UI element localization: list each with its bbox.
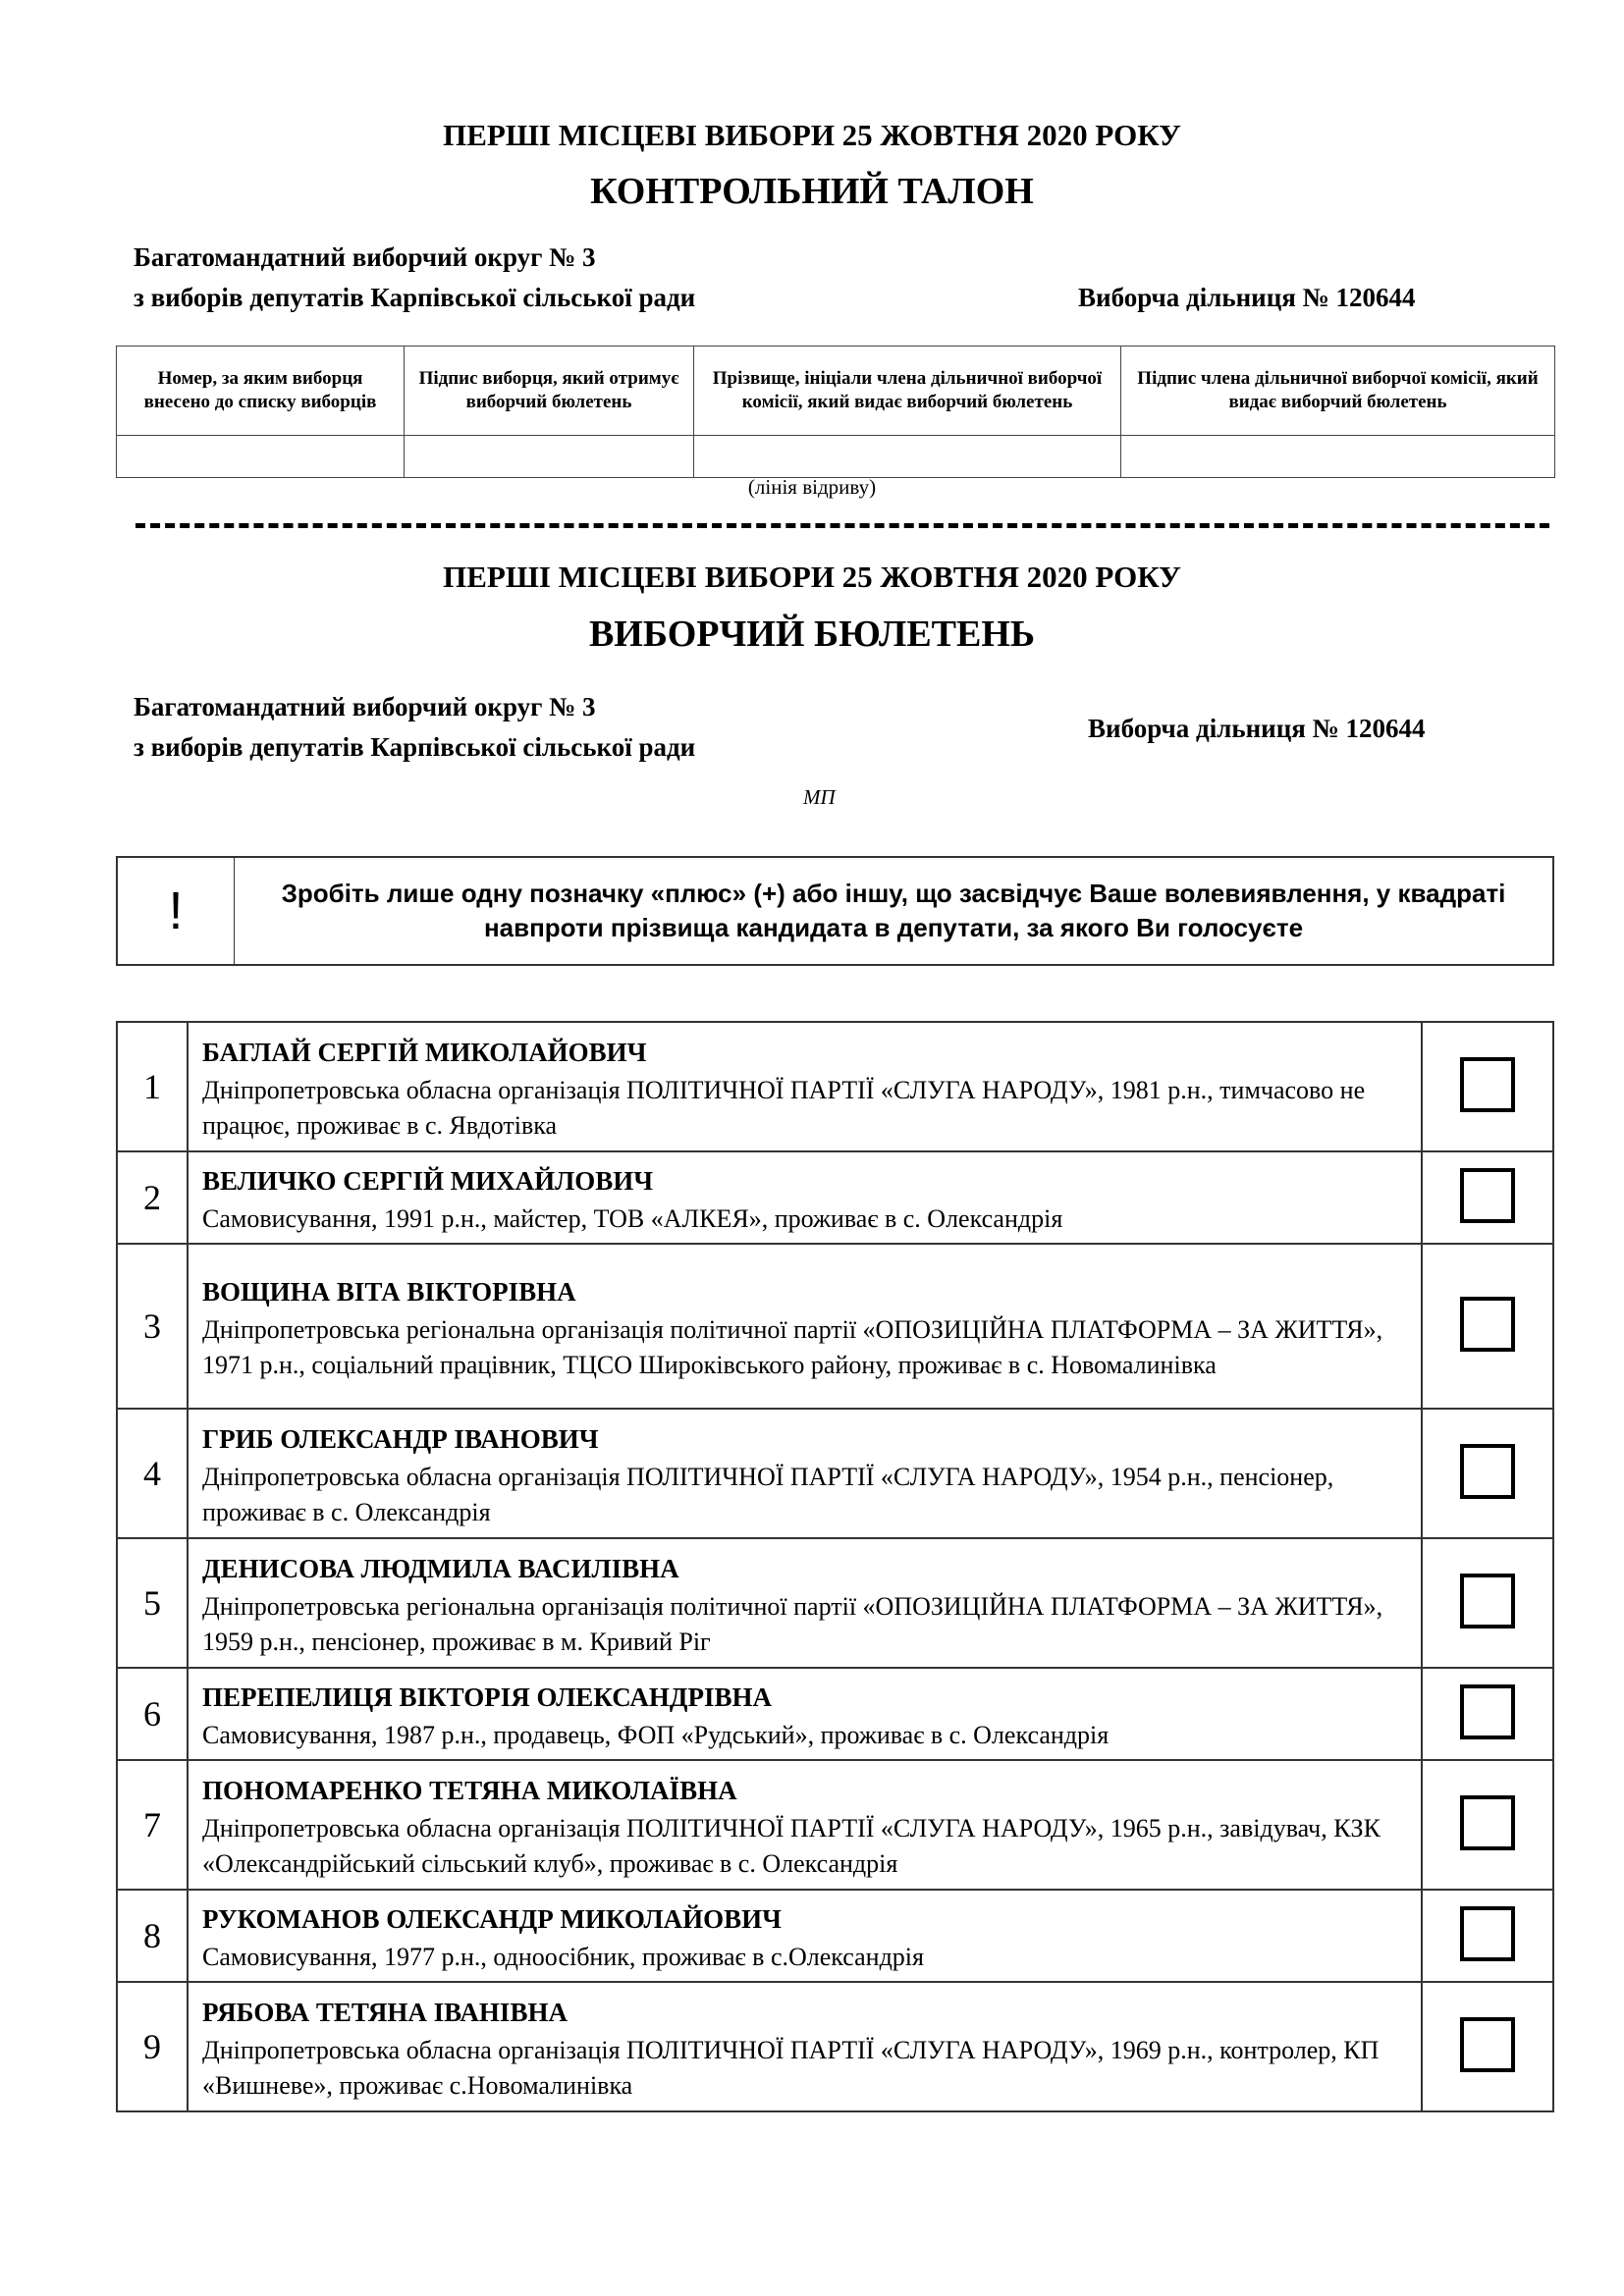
candidate-row (117, 1668, 1553, 1760)
candidate-name: ПОНОМАРЕНКО ТЕТЯНА МИКОЛАЇВНА (202, 1776, 737, 1805)
candidate-number: 1 (117, 1022, 188, 1151)
instruction-box (116, 856, 1554, 966)
candidate-name: РУКОМАНОВ ОЛЕКСАНДР МИКОЛАЙОВИЧ (202, 1904, 782, 1934)
candidate-description: Дніпропетровська обласна організація ПОЛІТИЧНОЇ ПАРТІЇ «СЛУГА НАРОДУ», 1969 р.н., контролер, КП «Вишневе», проживає с.Новомалинівка (202, 2036, 1380, 2100)
candidate-info (188, 1760, 1422, 1890)
exclamation-icon: ! (118, 858, 235, 964)
candidate-vote-cell (1422, 1538, 1553, 1668)
candidate-description: Дніпропетровська обласна організація ПОЛІТИЧНОЇ ПАРТІЇ «СЛУГА НАРОДУ», 1954 р.н., пенсіонер, проживає в с. Олександрія (202, 1463, 1334, 1526)
candidate-description: Самовисування, 1991 р.н., майстер, ТОВ «АЛКЕЯ», проживає в с. Олександрія (202, 1204, 1063, 1233)
candidate-row (117, 1244, 1553, 1409)
stub-header-voter-signature: Підпис виборця, який отримує виборчий бюлетень (405, 347, 694, 436)
candidate-vote-cell (1422, 1982, 1553, 2111)
candidate-vote-cell (1422, 1760, 1553, 1890)
stub-table-header (117, 347, 1555, 436)
vote-checkbox[interactable] (1460, 1684, 1515, 1739)
vote-checkbox[interactable] (1460, 1795, 1515, 1850)
candidate-name: ПЕРЕПЕЛИЦЯ ВІКТОРІЯ ОЛЕКСАНДРІВНА (202, 1682, 772, 1712)
stub-district-line1: Багатомандатний виборчий округ № 3 (134, 242, 596, 272)
vote-checkbox[interactable] (1460, 1444, 1515, 1499)
candidate-info (188, 1890, 1422, 1982)
candidate-row (117, 1409, 1553, 1538)
candidate-number: 9 (117, 1982, 188, 2111)
stub-cell-member-name[interactable] (694, 436, 1121, 478)
instruction-text: Зробіть лише одну позначку «плюс» (+) або іншу, що засвідчує Ваше волевиявлення, у квадраті навпроти прізвища кандидата в депутати, за якого Ви голосуєте (281, 879, 1506, 942)
stub-election-title: ПЕРШІ МІСЦЕВІ ВИБОРИ 25 ЖОВТНЯ 2020 РОКУ (443, 118, 1181, 152)
candidate-number: 8 (117, 1890, 188, 1982)
stub-cell-voter-signature[interactable] (405, 436, 694, 478)
candidate-number: 5 (117, 1538, 188, 1668)
candidates-table (116, 1021, 1554, 2112)
candidate-name: ДЕНИСОВА ЛЮДМИЛА ВАСИЛІВНА (202, 1554, 679, 1583)
candidate-info (188, 1022, 1422, 1151)
candidate-description: Дніпропетровська регіональна організація політичної партії «ОПОЗИЦІЙНА ПЛАТФОРМА – ЗА ЖИТТЯ», 1959 р.н., пенсіонер, проживає в м. Кривий Ріг (202, 1592, 1383, 1656)
vote-checkbox[interactable] (1460, 1297, 1515, 1352)
candidate-row (117, 1151, 1553, 1244)
candidate-description: Самовисування, 1977 р.н., одноосібник, проживає в с.Олександрія (202, 1943, 924, 1971)
candidate-vote-cell (1422, 1151, 1553, 1244)
stub-cell-voter-number[interactable] (117, 436, 405, 478)
vote-checkbox[interactable] (1460, 1906, 1515, 1961)
candidate-vote-cell (1422, 1668, 1553, 1760)
ballot-precinct: Виборча дільниця № 120644 (1088, 714, 1426, 743)
candidate-row (117, 1760, 1553, 1890)
stub-header-member-name: Прізвище, ініціали члена дільничної виборчої комісії, який видає виборчий бюлетень (694, 347, 1121, 436)
ballot-district-line2: з виборів депутатів Карпівської сільської ради (134, 732, 696, 762)
stub-table (116, 346, 1555, 478)
candidate-number: 7 (117, 1760, 188, 1890)
candidate-row (117, 1982, 1553, 2111)
candidate-description: Самовисування, 1987 р.н., продавець, ФОП «Рудський», проживає в с. Олександрія (202, 1721, 1110, 1749)
candidate-vote-cell (1422, 1022, 1553, 1151)
ballot-doc-title: ВИБОРЧИЙ БЮЛЕТЕНЬ (588, 614, 1036, 655)
stub-district-line2: з виборів депутатів Карпівської сільської ради (134, 283, 696, 312)
candidate-number: 2 (117, 1151, 188, 1244)
candidate-name: ГРИБ ОЛЕКСАНДР ІВАНОВИЧ (202, 1424, 599, 1454)
candidate-number: 4 (117, 1409, 188, 1538)
candidate-description: Дніпропетровська обласна організація ПОЛІТИЧНОЇ ПАРТІЇ «СЛУГА НАРОДУ», 1981 р.н., тимчасово не працює, проживає в с. Явдотівка (202, 1076, 1366, 1140)
candidate-info (188, 1668, 1422, 1760)
stub-doc-title: КОНТРОЛЬНИЙ ТАЛОН (590, 171, 1034, 212)
stub-table-row (117, 436, 1555, 478)
candidate-number: 3 (117, 1244, 188, 1409)
candidate-vote-cell (1422, 1244, 1553, 1409)
ballot-district-line1: Багатомандатний виборчий округ № 3 (134, 692, 596, 721)
candidate-row (117, 1022, 1553, 1151)
tear-line-label: (лінія відриву) (747, 475, 877, 499)
candidate-info (188, 1538, 1422, 1668)
candidate-info (188, 1151, 1422, 1244)
candidate-name: БАГЛАЙ СЕРГІЙ МИКОЛАЙОВИЧ (202, 1038, 647, 1067)
vote-checkbox[interactable] (1460, 1168, 1515, 1223)
stub-header-member-signature: Підпис члена дільничної виборчої комісії, який видає виборчий бюлетень (1121, 347, 1555, 436)
candidate-info (188, 1244, 1422, 1409)
ballot-district (134, 687, 695, 768)
candidate-name: ВЕЛИЧКО СЕРГІЙ МИХАЙЛОВИЧ (202, 1166, 654, 1196)
stub-header-voter-number: Номер, за яким виборця внесено до списку виборців (117, 347, 405, 436)
candidate-vote-cell (1422, 1409, 1553, 1538)
candidate-number: 6 (117, 1668, 188, 1760)
candidate-vote-cell (1422, 1890, 1553, 1982)
candidate-info (188, 1409, 1422, 1538)
candidate-row (117, 1890, 1553, 1982)
vote-checkbox[interactable] (1460, 2017, 1515, 2072)
stub-precinct: Виборча дільниця № 120644 (1078, 283, 1416, 312)
tear-line (135, 523, 1549, 528)
candidate-description: Дніпропетровська обласна організація ПОЛІТИЧНОЇ ПАРТІЇ «СЛУГА НАРОДУ», 1965 р.н., завідувач, КЗК «Олександрійський сільський клуб», проживає в с. Олександрія (202, 1814, 1380, 1878)
stub-district (134, 238, 695, 318)
candidate-name: ВОЩИНА ВІТА ВІКТОРІВНА (202, 1277, 576, 1307)
candidate-info (188, 1982, 1422, 2111)
candidate-row (117, 1538, 1553, 1668)
candidate-name: РЯБОВА ТЕТЯНА ІВАНІВНА (202, 1998, 568, 2027)
stub-cell-member-signature[interactable] (1121, 436, 1555, 478)
ballot-election-title: ПЕРШІ МІСЦЕВІ ВИБОРИ 25 ЖОВТНЯ 2020 РОКУ (443, 560, 1181, 594)
candidate-description: Дніпропетровська регіональна організація політичної партії «ОПОЗИЦІЙНА ПЛАТФОРМА – ЗА ЖИТТЯ», 1971 р.н., соціальний працівник, ТЦСО Широківського району, проживає в с. Новомалинівка (202, 1315, 1383, 1379)
vote-checkbox[interactable] (1460, 1057, 1515, 1112)
seal-mark: МП (803, 785, 836, 809)
vote-checkbox[interactable] (1460, 1574, 1515, 1629)
